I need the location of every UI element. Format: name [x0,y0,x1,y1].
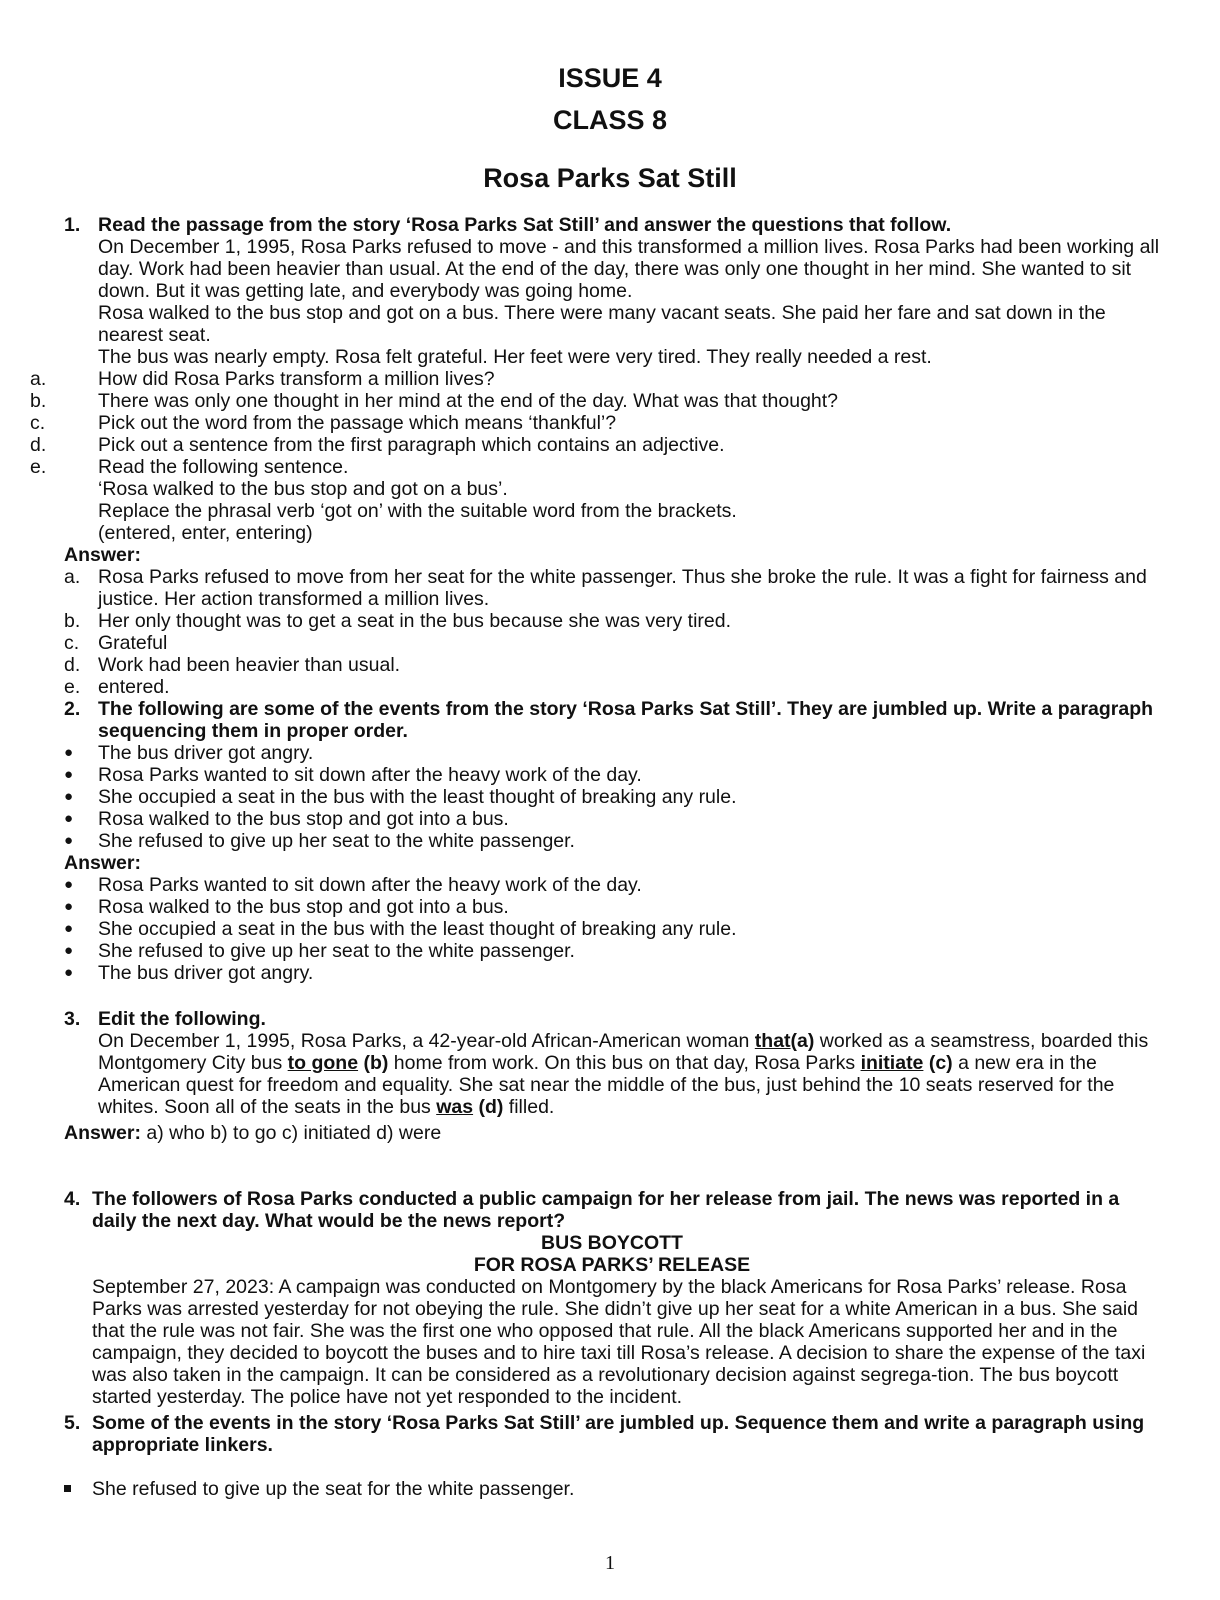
sub-question-text: Replace the phrasal verb ‘got on’ with the suitable word from the brackets. [98,500,737,522]
sub-question-text: Read the following sentence. [98,456,349,478]
answer-item [64,610,1160,632]
passage-paragraph [64,236,1160,302]
answer-text: Rosa Parks refused to move from her seat for the white passenger. Thus she broke the rule. It was a fight for fairness and justice. Her action transformed a million lives. [98,566,1147,610]
answer-marker: e. [64,676,81,698]
answer-item [64,896,1160,918]
event-text: The bus driver got angry. [98,742,314,764]
question-text: The followers of Rosa Parks conducted a public campaign for her release from jail. The news was reported in a daily the next day. What would be the news report? [92,1188,1120,1232]
passage-text: filled. [503,1096,555,1118]
answer-marker: b. [64,610,81,632]
error-word: initiate [860,1052,924,1074]
answer-text: Work had been heavier than usual. [98,654,401,676]
answer-item [64,566,1160,610]
sub-question [30,434,1160,456]
error-word: was [436,1096,474,1118]
page-number: 1 [605,1552,615,1574]
event-item [64,830,1160,852]
sub-question-text: There was only one thought in her mind at the end of the day. What was that thought? [98,390,839,412]
blank-marker: (a) [790,1030,815,1052]
question-1 [30,214,1160,984]
question-3 [64,1008,1160,1144]
passage-text: a new era in the American quest for freedom and equality. She sat near the middle of the bus, just behind the 10 seats reserved for the whites. Soon all of the seats in the bus [98,1052,1115,1118]
answer-text: She refused to give up her seat to the white passenger. [98,940,575,962]
page-title: Rosa Parks Sat Still [483,163,737,193]
question-2-prompt [64,698,1160,742]
sub-question-line [64,500,1160,522]
question-1-prompt [64,214,1160,236]
sub-question-marker: d. [30,434,47,456]
question-number: 4. [64,1188,81,1210]
event-text: She refused to give up her seat to the white passenger. [98,830,575,852]
news-report-text: September 27, 2023: A campaign was conducted on Montgomery by the black Americans for Rosa Parks’ release. Rosa Parks was arrested yesterday for not obeying the rule. She didn’t give up her seat for a white American in a bus. She said that the rule was not fair. She was the first one who opposed that rule. All the black Americans supported her and in the campaign, they decided to boycott the buses and to hire taxi till Rosa’s release. A decision to share the expense of the taxi was also taken in the campaign. It can be considered as a revolutionary decision against segrega-tion. The bus boycott started yesterday. The police have not yet responded to the incident. [92,1276,1146,1408]
event-item [64,786,1160,808]
bullet-icon: ● [64,876,74,893]
question-4 [64,1188,1160,1408]
question-text: The following are some of the events from the story ‘Rosa Parks Sat Still’. They are jumbled up. Write a paragraph sequencing them in proper order. [98,698,1154,742]
sub-question [30,390,1160,412]
answer-text: Her only thought was to get a seat in the bus because she was very tired. [98,610,732,632]
sub-question-marker: c. [30,412,46,434]
question-number: 2. [64,698,81,720]
answer-text: Grateful [98,632,168,654]
class-heading: CLASS 8 [552,105,668,135]
answer-marker: a. [64,566,81,588]
sub-question-text: Pick out a sentence from the first paragraph which contains an adjective. [98,434,725,456]
news-headline: FOR ROSA PARKS’ RELEASE [473,1254,751,1276]
bullet-icon: ● [64,810,74,827]
passage-text: Rosa walked to the bus stop and got on a bus. There were many vacant seats. She paid her fare and sat down in the nearest seat. [98,302,1106,346]
answer-marker: d. [64,654,81,676]
event-item [64,1478,1160,1500]
question-text: Read the passage from the story ‘Rosa Parks Sat Still’ and answer the questions that follow. [98,214,952,236]
answer-text: Rosa walked to the bus stop and got into a bus. [98,896,509,918]
sub-question [30,412,1160,434]
answer-label: Answer: [64,544,141,566]
square-bullet-icon [64,1478,84,1500]
answer-text: She occupied a seat in the bus with the least thought of breaking any rule. [98,918,737,940]
news-headline: BUS BOYCOTT [541,1232,683,1254]
event-item [64,764,1160,786]
bullet-icon: ● [64,942,74,959]
passage-text: The bus was nearly empty. Rosa felt grateful. Her feet were very tired. They really needed a rest. [98,346,932,368]
event-text: Rosa Parks wanted to sit down after the heavy work of the day. [98,764,642,786]
sub-question-text: (entered, enter, entering) [98,522,313,544]
passage-paragraph [64,346,1160,368]
event-item [64,742,1160,764]
answer-label: Answer: [64,852,141,874]
bullet-icon: ● [64,898,74,915]
answer-text: The bus driver got angry. [98,962,314,984]
question-text: Edit the following. [98,1008,266,1030]
sub-question-text: ‘Rosa walked to the bus stop and got on a bus’. [98,478,508,500]
answer-marker: c. [64,632,80,654]
question-number: 3. [64,1008,81,1030]
bullet-icon: ● [64,766,74,783]
sub-question-marker: b. [30,390,47,412]
answer-item [64,874,1160,896]
bullet-icon: ● [64,788,74,805]
sub-question [30,456,1160,478]
bullet-icon: ● [64,744,74,761]
question-text: Some of the events in the story ‘Rosa Parks Sat Still’ are jumbled up. Sequence them and write a paragraph using appropriate linkers. [92,1412,1145,1456]
answer-item [64,676,1160,698]
sub-question-line [64,522,1160,544]
answer-item [64,632,1160,654]
sub-question-marker: e. [30,456,47,478]
error-word: to gone [287,1052,359,1074]
answer-label: Answer: [64,1122,141,1144]
answer-item [64,940,1160,962]
question-5-prompt [64,1412,1160,1456]
question-5 [64,1412,1160,1500]
question-number: 5. [64,1412,81,1434]
answer-item [64,962,1160,984]
edit-passage [64,1030,1160,1118]
blank-marker: (b) [358,1052,389,1074]
event-text: She refused to give up the seat for the white passenger. [92,1478,575,1500]
sub-question-text: How did Rosa Parks transform a million lives? [98,368,495,390]
event-text: She occupied a seat in the bus with the least thought of breaking any rule. [98,786,737,808]
passage-paragraph [64,302,1160,346]
sub-question-marker: a. [30,368,47,390]
sub-question-line [64,478,1160,500]
passage-text: home from work. On this bus on that day, Rosa Parks [388,1052,861,1074]
question-number: 1. [64,214,81,236]
bullet-icon: ● [64,832,74,849]
question-4-prompt [64,1188,1160,1232]
passage-text: worked as a seamstress, boarded this Montgomery City bus [98,1030,1149,1074]
issue-heading: ISSUE 4 [558,63,662,93]
bullet-icon: ● [64,920,74,937]
passage-text: On December 1, 1995, Rosa Parks, a 42-year-old African-American woman [98,1030,755,1052]
event-item [64,808,1160,830]
answer-line [64,1122,1160,1144]
answer-text: entered. [98,676,170,698]
blank-marker: (c) [923,1052,953,1074]
blank-marker: (d) [473,1096,504,1118]
sub-question [30,368,1160,390]
sub-question-text: Pick out the word from the passage which means ‘thankful’? [98,412,617,434]
news-report [64,1276,1160,1408]
answer-text: Rosa Parks wanted to sit down after the heavy work of the day. [98,874,642,896]
answer-text: a) who b) to go c) initiated d) were [140,1122,442,1144]
answer-item [64,918,1160,940]
event-text: Rosa walked to the bus stop and got into a bus. [98,808,509,830]
bullet-icon: ● [64,964,74,981]
passage-text: On December 1, 1995, Rosa Parks refused to move - and this transformed a million lives. Rosa Parks had been working all day. Work had been heavier than usual. At the end of the day, there was only one thought in her mind. She wanted to sit down. But it was getting late, and everybody was going home. [98,236,1160,302]
error-word: that [754,1030,791,1052]
answer-item [64,654,1160,676]
question-3-prompt [64,1008,1160,1030]
